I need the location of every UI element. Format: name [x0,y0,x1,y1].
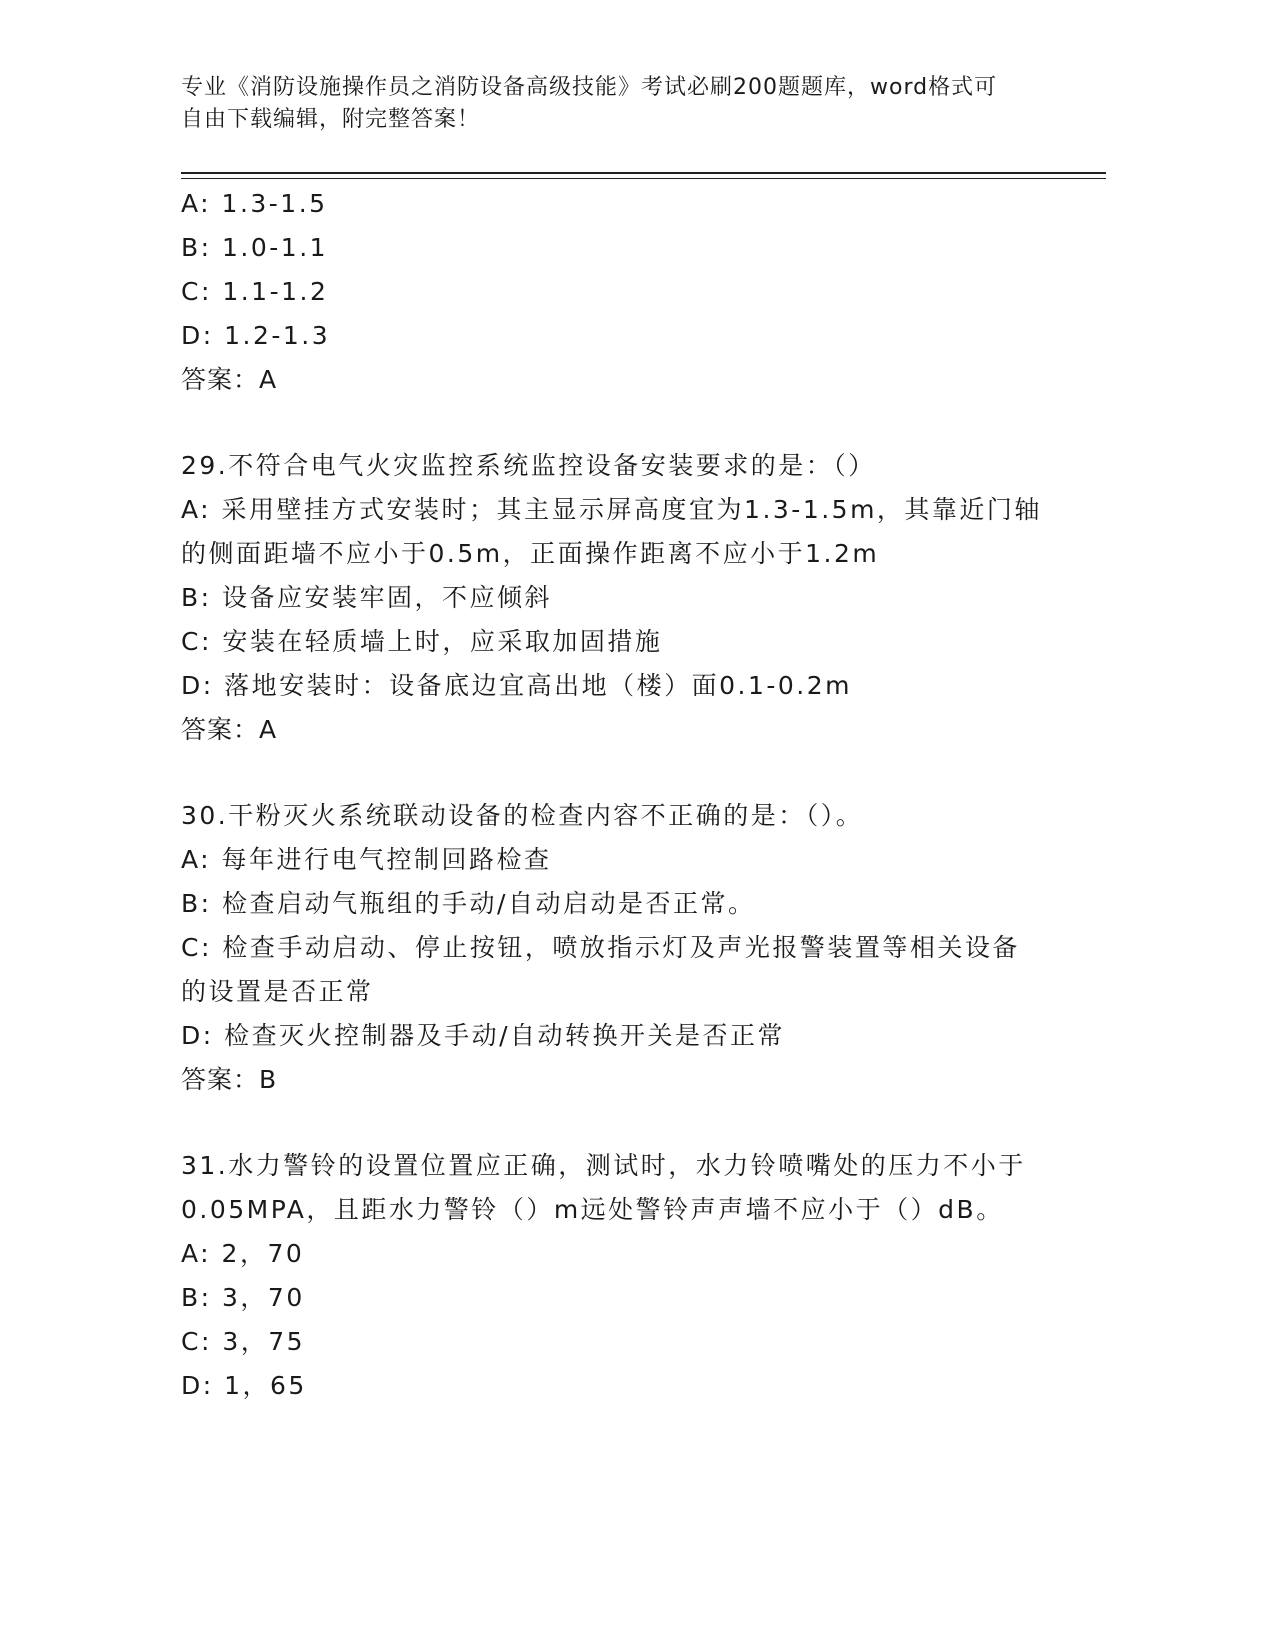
question-title-line-2: 0.05MPA，且距水力警铃（）m远处警铃声声墙不应小于（）dB。 [181,1195,1004,1224]
question-29 [181,444,1051,752]
header-line-1: 专业《消防设施操作员之消防设备高级技能》考试必刷200题题库，word格式可 [181,75,998,100]
header-divider-thin [181,178,1106,179]
question-31 [181,1144,1051,1408]
document-header [181,72,1041,136]
question-title-line-1: 31.水力警铃的设置位置应正确，测试时，水力铃喷嘴处的压力不小于 [181,1151,1026,1180]
header-line-2: 自由下载编辑，附完整答案！ [181,107,481,132]
question-title: 30.干粉灭火系统联动设备的检查内容不正确的是：（）。 [181,801,864,830]
option-a: A: 每年进行电气控制回路检查 [181,845,552,874]
question-block-continued [181,182,1051,402]
option-a-line-1: A: 采用壁挂方式安装时；其主显示屏高度宜为1.3-1.5m，其靠近门轴 [181,495,1042,524]
option-a: A: 2，70 [181,1239,305,1268]
option-c-line-2: 的设置是否正常 [181,977,374,1006]
option-a: A: 1.3-1.5 [181,189,328,218]
option-c: C: 1.1-1.2 [181,277,329,306]
answer-line: 答案：B [181,1065,278,1094]
option-b: B: 3，70 [181,1283,305,1312]
option-c: C: 3，75 [181,1327,306,1356]
option-b: B: 检查启动气瓶组的手动/自动启动是否正常。 [181,889,756,918]
option-a-line-2: 的侧面距墙不应小于0.5m，正面操作距离不应小于1.2m [181,539,880,568]
option-d: D: 1，65 [181,1371,307,1400]
answer-line: 答案：A [181,715,278,744]
option-b: B: 1.0-1.1 [181,233,329,262]
option-d: D: 检查灭火控制器及手动/自动转换开关是否正常 [181,1021,786,1050]
option-b: B: 设备应安装牢固，不应倾斜 [181,583,553,612]
question-title: 29.不符合电气火灾监控系统监控设备安装要求的是：（） [181,451,876,480]
option-d: D: 1.2-1.3 [181,321,331,350]
spacer [181,1102,1051,1144]
option-c-line-1: C: 检查手动启动、停止按钮，喷放指示灯及声光报警装置等相关设备 [181,933,1020,962]
spacer [181,752,1051,794]
header-divider-thick [181,172,1106,174]
answer-line: 答案：A [181,365,278,394]
spacer [181,402,1051,444]
question-30 [181,794,1051,1102]
question-list [181,182,1051,1408]
option-d: D: 落地安装时：设备底边宜高出地（楼）面0.1-0.2m [181,671,853,700]
option-c: C: 安装在轻质墙上时，应采取加固措施 [181,627,663,656]
